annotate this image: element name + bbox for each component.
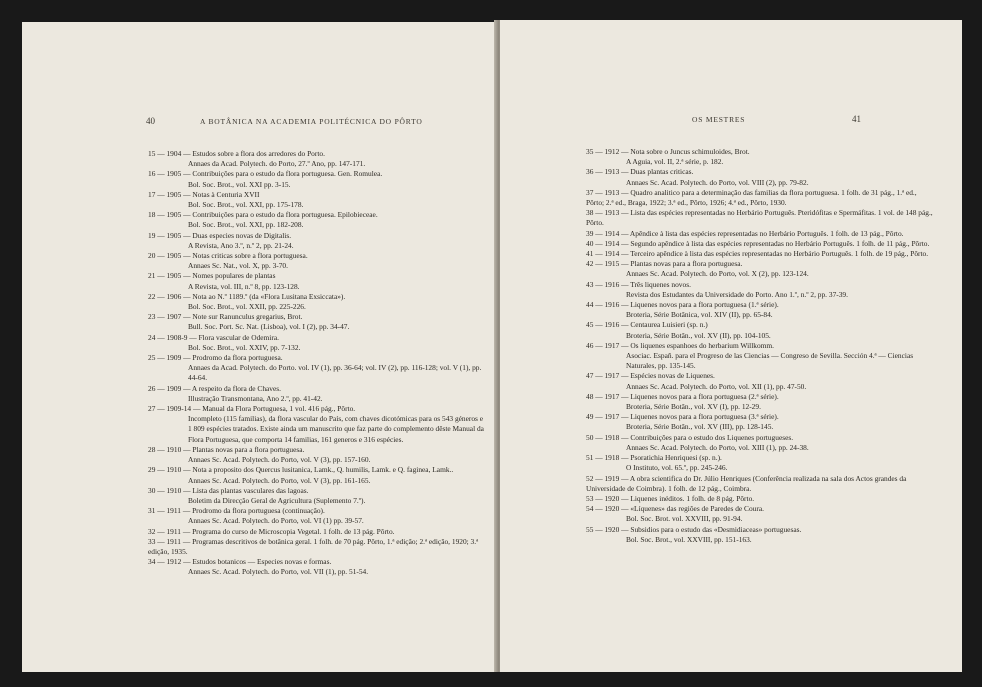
bibliography-list — [586, 147, 936, 545]
bibliography-entry — [148, 149, 488, 169]
bibliography-entry — [586, 433, 936, 453]
entry-title: 53 — 1920 — Liquenes inéditos. 1 folh. de 8 pág. Pôrto. — [586, 493, 755, 503]
entry-reference: Annaes Sc. Acad. Polytech. do Porto, vol. V (3), pp. 157-160. — [188, 455, 371, 465]
page-number: 41 — [852, 114, 861, 124]
entry-title: 31 — 1911 — Prodromo da flora portuguesa (continuação). — [148, 506, 325, 516]
entry-title: 47 — 1917 — Espécies novas de Liquenes. — [586, 371, 715, 381]
entry-title: 34 — 1912 — Estudos botanicos — Especies novas e formas. — [148, 557, 332, 567]
bibliography-entry — [148, 384, 488, 404]
entry-reference: Annaes Sc. Acad. Polytech. do Porto, vol. X (2), pp. 123-124. — [626, 269, 809, 279]
entry-reference: Broteria, Série Botân., vol. XV (I), pp. 12-29. — [626, 402, 761, 412]
entry-reference: Revista dos Estudantes da Universidade do Porto. Ano 1.º, n.º 2, pp. 37-39. — [626, 289, 848, 299]
bibliography-entry — [586, 371, 936, 391]
entry-reference: Bull. Soc. Port. Sc. Nat. (Lisboa), vol. I (2), pp. 34-47. — [188, 322, 350, 332]
entry-reference: Broteria, Série Botânica, vol. XIV (II), pp. 65-84. — [626, 310, 773, 320]
entry-title: 52 — 1919 — A obra scientifica do Dr. Júlio Henriques (Conferência realizada na sala dos Actos grandes da Universidade de Coimbra). 1 folh. de 12 pág., Coimbra. — [586, 473, 907, 493]
entry-title: 16 — 1905 — Contribuições para o estudo da flora portuguesa. Gen. Romulea. — [148, 169, 383, 179]
entry-title: 22 — 1906 — Nota ao N.º 1189.º (da «Flora Lusitana Exsiccata»). — [148, 291, 346, 301]
entry-reference: Asociac. Españ. para el Progreso de las Ciencias — Congreso de Sevilla. Sección 4.ª — Ciencias Naturales, pp. 135-145. — [626, 351, 914, 371]
bibliography-entry — [586, 147, 936, 167]
entry-title: 46 — 1917 — Os liquenes espanhoes do herbarium Willkomm. — [586, 340, 775, 350]
entry-title: 45 — 1916 — Centaurea Luisieri (sp. n.) — [586, 320, 708, 330]
entry-reference: Annaes Sc. Acad. Polytech. do Porto, vol. VI (1) pp. 39-57. — [188, 516, 364, 526]
entry-title: 17 — 1905 — Notas à Centuria XVII — [148, 189, 260, 199]
entry-title: 28 — 1910 — Plantas novas para a flora portuguesa. — [148, 444, 305, 454]
bibliography-entry — [148, 210, 488, 230]
bibliography-entry — [586, 300, 936, 320]
entry-title: 44 — 1916 — Liquenes novos para a flora portuguesa (1.ª série). — [586, 300, 779, 310]
bibliography-entry — [586, 239, 936, 249]
entry-title: 25 — 1909 — Prodromo da flora portuguesa. — [148, 353, 283, 363]
entry-reference: Bol. Soc. Brot., vol. XXI pp. 3-15. — [188, 179, 291, 189]
entry-title: 29 — 1910 — Nota a proposito dos Quercus lusitanica, Lamk., Q. humilis, Lamk. e Q. faginea, Lamk.. — [148, 465, 454, 475]
entry-title: 55 — 1920 — Subsidios para o estudo das «Desmidiaceas» portuguesas. — [586, 524, 802, 534]
entry-title: 20 — 1905 — Notas criticas sobre a flora portuguesa. — [148, 251, 308, 261]
entry-reference: A Aguia, vol. II, 2.ª série, p. 182. — [626, 157, 724, 167]
entry-reference: Annaes Sc. Nat., vol. X, pp. 3-70. — [188, 261, 288, 271]
bibliography-entry — [148, 465, 488, 485]
entry-reference: Annaes Sc. Acad. Polytech. do Porto, vol. VII (1), pp. 51-54. — [188, 567, 369, 577]
entry-title: 41 — 1914 — Terceiro apêndice à lista das espécies representadas no Herbário Português. 1 folh. de 19 pág., Pôrto. — [586, 249, 929, 259]
entry-reference: Annaes Sc. Acad. Polytech. do Porto, vol. XIII (1), pp. 24-38. — [626, 442, 809, 452]
bibliography-entry — [148, 271, 488, 291]
entry-reference: Incompleto (115 familias), da flora vascular do País, com chaves dicotómicas para os 543 géneros e 1 809 espécies tratados. Existe ainda um manuscrito que faz parte do complemento dêste Manual da Flora Portuguesa, que comporta 14 familias, 161 generos e 316 espécies. — [188, 414, 484, 444]
entry-title: 15 — 1904 — Estudos sobre a flora dos arredores do Porto. — [148, 149, 325, 158]
bibliography-entry — [148, 292, 488, 312]
bibliography-entry — [586, 188, 936, 208]
running-head: OS MESTRES — [692, 115, 746, 124]
entry-title: 26 — 1909 — A respeito da flora de Chaves. — [148, 383, 282, 393]
bibliography-list — [148, 149, 488, 578]
right-page — [500, 20, 962, 672]
bibliography-entry — [148, 506, 488, 526]
entry-reference: O Instituto, vol. 65.º, pp. 245-246. — [626, 463, 728, 473]
bibliography-entry — [148, 231, 488, 251]
bibliography-entry — [148, 312, 488, 332]
bibliography-entry — [148, 537, 488, 557]
entry-title: 43 — 1916 — Três liquenes novos. — [586, 279, 691, 289]
bibliography-entry — [586, 249, 936, 259]
bibliography-entry — [586, 320, 936, 340]
entry-title: 39 — 1914 — Apêndice à lista das espécies representadas no Herbário Português. 1 folh. de 13 pág., Pôrto. — [586, 228, 904, 238]
page-number: 40 — [146, 116, 155, 126]
bibliography-entry — [586, 392, 936, 412]
bibliography-entry — [148, 557, 488, 577]
entry-title: 50 — 1918 — Contribuições para o estudo dos Liquenes portugueses. — [586, 432, 794, 442]
entry-title: 35 — 1912 — Nota sobre o Juncus schimuloides, Brot. — [586, 147, 750, 156]
entry-reference: Broteria, Série Botân., vol. XV (II), pp. 104-105. — [626, 330, 771, 340]
entry-title: 24 — 1908-9 — Flora vascular de Odemira. — [148, 332, 279, 342]
bibliography-entry — [148, 445, 488, 465]
entry-title: 40 — 1914 — Segundo apêndice à lista das espécies representadas no Herbário Português. 1 folh. de 11 pág., Pôrto. — [586, 238, 930, 248]
bibliography-entry — [586, 494, 936, 504]
bibliography-entry — [586, 341, 936, 372]
entry-title: 32 — 1911 — Programa do curso de Microscopia Vegetal. 1 folh. de 13 pág. Pôrto. — [148, 526, 395, 536]
entry-title: 30 — 1910 — Lista das plantas vasculares das lagoas. — [148, 485, 309, 495]
bibliography-entry — [586, 208, 936, 228]
entry-reference: Bol. Soc. Brot., vol. XXI, pp. 175-178. — [188, 200, 304, 210]
entry-reference: A Revista, Ano 3.º, n.º 2, pp. 21-24. — [188, 240, 294, 250]
entry-reference: Illustração Transmontana, Ano 2.º, pp. 41-42. — [188, 393, 323, 403]
entry-title: 36 — 1913 — Duas plantas criticas. — [586, 167, 694, 177]
bibliography-entry — [148, 169, 488, 189]
entry-title: 49 — 1917 — Liquenes novos para a flora portuguesa (3.ª série). — [586, 412, 779, 422]
entry-title: 54 — 1920 — «Líquenes» das regiões de Paredes de Coura. — [586, 504, 764, 514]
bibliography-entry — [148, 404, 488, 445]
entry-reference: Bol. Soc. Brot., vol. XXIV, pp. 7-132. — [188, 342, 301, 352]
bibliography-entry — [586, 167, 936, 187]
entry-title: 37 — 1913 — Quadro analitico para a determinação das familias da flora portuguesa. 1 folh. de 31 pág., 1.ª ed., Pôrto; 2.ª ed., Braga, 1922; 3.ª ed., Pôrto, 1926; 4.ª ed., Pôrto, 1930. — [586, 187, 917, 208]
bibliography-entry — [148, 486, 488, 506]
bibliography-entry — [148, 353, 488, 384]
entry-title: 48 — 1917 — Liquenes novos para a flora portuguesa (2.ª série). — [586, 391, 779, 401]
bibliography-entry — [586, 453, 936, 473]
running-head: A BOTÂNICA NA ACADEMIA POLITÉCNICA DO PÔRTO — [200, 117, 423, 126]
bibliography-entry — [586, 504, 936, 524]
entry-reference: Annaes Sc. Acad. Polytech. do Porto, vol. VIII (2), pp. 79-82. — [626, 177, 809, 187]
entry-title: 18 — 1905 — Contribuições para o estudo da flora portuguesa. Epilobieceae. — [148, 210, 378, 220]
left-page — [22, 22, 496, 672]
entry-reference: A Revista, vol. III, n.º 8, pp. 123-128. — [188, 281, 300, 291]
entry-title: 51 — 1918 — Psoratichia Henriquesi (sp. n.). — [586, 453, 722, 463]
bibliography-entry — [586, 474, 936, 494]
entry-title: 38 — 1913 — Lista das espécies representadas no Herbário Português. Pteridófitas e Spermáfitas. 1 vol. de 148 pág., Pôrto. — [586, 208, 933, 228]
entry-reference: Bol. Soc. Brot., vol. XXI, pp. 182-208. — [188, 220, 304, 230]
bibliography-entry — [586, 412, 936, 432]
entry-title: 33 — 1911 — Programas descritivos de botânica geral. 1 folh. de 70 pág. Pôrto, 1.ª edição; 2.ª edição, 1920; 3.ª edição, 1935. — [148, 536, 479, 556]
bibliography-entry — [586, 525, 936, 545]
entry-reference: Annaes da Acad. Polytech. do Porto, 27.º Ano, pp. 147-171. — [188, 159, 366, 169]
entry-title: 42 — 1915 — Plantas novas para a flora portuguesa. — [586, 259, 743, 269]
bibliography-entry — [148, 527, 488, 537]
entry-title: 27 — 1909-14 — Manual da Flora Portuguesa, 1 vol. 416 pág., Pôrto. — [148, 404, 356, 414]
entry-reference: Annaes Sc. Acad. Polytech. do Porto, vol. V (3), pp. 161-165. — [188, 475, 371, 485]
bibliography-entry — [148, 251, 488, 271]
bibliography-entry — [586, 229, 936, 239]
bibliography-entry — [586, 280, 936, 300]
entry-title: 21 — 1905 — Nomes populares de plantas — [148, 271, 276, 281]
entry-title: 23 — 1907 — Note sur Ranunculus gregarius, Brot. — [148, 312, 303, 322]
bibliography-entry — [148, 190, 488, 210]
entry-reference: Bol. Soc. Brot., vol. XXII, pp. 225-226. — [188, 302, 306, 312]
bibliography-entry — [586, 259, 936, 279]
entry-reference: Bol. Soc. Brot. vol. XXVIII, pp. 91-94. — [626, 514, 743, 524]
entry-reference: Boletim da Direcção Geral de Agricultura (Suplemento 7.º). — [188, 495, 366, 505]
bibliography-entry — [148, 333, 488, 353]
entry-reference: Annaes Sc. Acad. Polytech. do Porto, vol. XII (1), pp. 47-50. — [626, 381, 807, 391]
entry-title: 19 — 1905 — Duas especies novas de Digitalis. — [148, 230, 292, 240]
entry-reference: Annaes da Acad. Polytech. do Porto. vol. IV (1), pp. 36-64; vol. IV (2), pp. 116-128; vol. V (1), pp. 44-64. — [188, 363, 482, 383]
entry-reference: Broteria, Série Botân., vol. XV (III), pp. 128-145. — [626, 422, 774, 432]
entry-reference: Bol. Soc. Brot., vol. XXVIII, pp. 151-163. — [626, 534, 752, 544]
